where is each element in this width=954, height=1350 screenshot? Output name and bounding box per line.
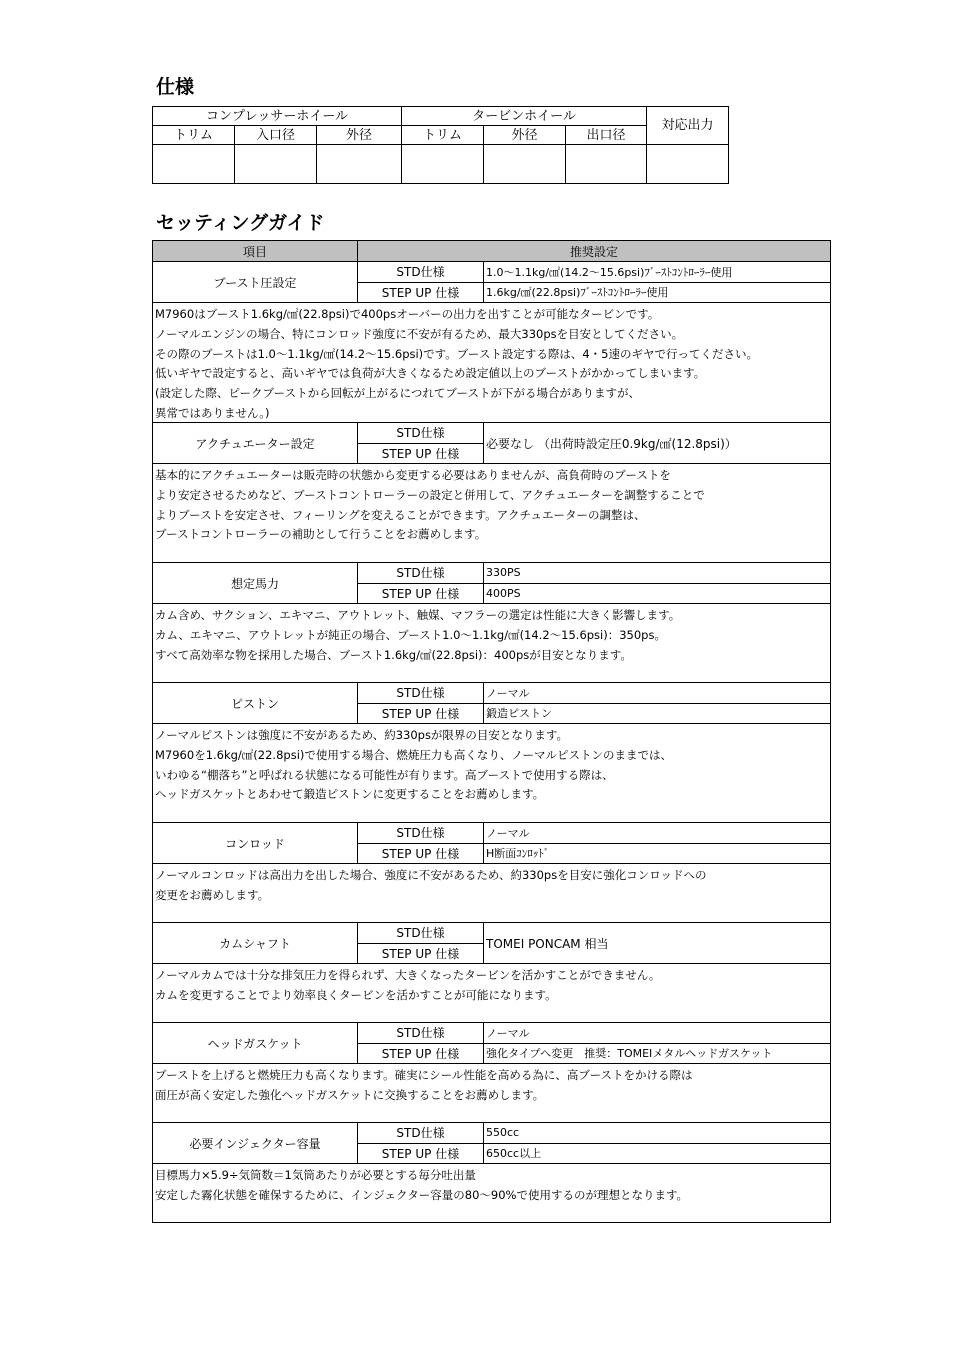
spec-title: 仕様 <box>156 76 195 98</box>
merged-value: TOMEI PONCAM 相当 <box>486 936 609 951</box>
spec-col-header: トリム <box>153 126 235 145</box>
spec-cell <box>647 145 729 184</box>
note-line: ノーマルカムでは十分な排気圧力を得られず、大きくなったタービンを活かすことができません。 <box>155 968 661 982</box>
stepup-label: STEP UP 仕様 <box>381 285 460 300</box>
std-label: STD仕様 <box>358 262 483 283</box>
note-line: その際のブーストは1.0～1.1kg/㎠(14.2～15.6psi)です。ブースト設定する際は、4・5速のギヤで行ってください。 <box>155 346 758 361</box>
section-name: ヘッドガスケット <box>153 1023 358 1063</box>
note-line: 安定した霧化状態を確保するために、インジェクター容量の80～90%で使用するのが理想となります。 <box>155 1187 689 1202</box>
spec-labels <box>358 683 484 723</box>
std-label: STD仕様 <box>358 423 483 444</box>
note-line: より安定させるためなど、ブーストコントローラーの設定と併用して、アクチュエーターを調整することで <box>155 487 705 502</box>
section-head <box>153 262 830 303</box>
stepup-value: 650cc以上 <box>486 1147 542 1161</box>
section-head-gasket <box>153 1023 830 1123</box>
merged-value: 必要なし （出荷時設定圧0.9kg/㎠(12.8psi)） <box>486 436 737 451</box>
stepup-label: STEP UP 仕様 <box>381 946 460 961</box>
stepup-label: STEP UP 仕様 <box>381 706 460 721</box>
note-line: ブーストコントローラーの補助として行うことをお薦めします。 <box>155 527 487 542</box>
stepup-label: STEP UP 仕様 <box>381 586 460 601</box>
section-camshaft <box>153 923 830 1023</box>
std-value: ノーマル <box>484 683 830 704</box>
note-line: 目標馬力×5.9÷気筒数＝1気筒あたりが必要とする毎分吐出量 <box>155 1168 476 1182</box>
spec-col-header: 出口径 <box>566 126 647 145</box>
spec-table <box>152 106 729 184</box>
spec-values <box>484 823 830 863</box>
note-line: カム含め、サクション、エキマニ、アウトレット、触媒、マフラーの選定は性能に大きく影響します。 <box>155 608 681 622</box>
section-head <box>153 923 830 964</box>
note-line: ノーマルエンジンの場合、特にコンロッド強度に不安が有るため、最大330psを目安としてください。 <box>155 326 684 341</box>
note-line: ノーマルコンロッドは高出力を出した場合、強度に不安があるため、約330psを目安に強化コンロッドへの <box>155 868 707 882</box>
spec-labels <box>358 1023 484 1063</box>
spec-cell <box>402 145 484 184</box>
std-value: ノーマル <box>484 823 830 844</box>
spec-col-header: トリム <box>402 126 484 145</box>
std-value: 330PS <box>484 563 830 584</box>
std-value: 550cc <box>484 1123 830 1144</box>
spec-values <box>484 262 830 302</box>
spec-cell <box>566 145 647 184</box>
note-line: M7960はブースト1.6kg/㎠(22.8psi)で400psオーバーの出力を出すことが可能なタービンです。 <box>155 307 660 321</box>
section-head <box>153 1023 830 1064</box>
spec-values <box>484 1023 830 1063</box>
section-name: カムシャフト <box>153 923 358 963</box>
spec-labels <box>358 923 484 963</box>
section-name: 必要インジェクター容量 <box>153 1123 358 1163</box>
section-head <box>153 423 830 464</box>
turbine-wheel-header: タービンホイール <box>402 107 647 126</box>
section-boost <box>153 262 830 423</box>
std-label: STD仕様 <box>358 1123 483 1144</box>
std-label: STD仕様 <box>358 563 483 584</box>
section-note <box>153 724 830 822</box>
section-head <box>153 563 830 604</box>
section-head <box>153 1123 830 1164</box>
note-line: (設定した際、ピークブーストから回転が上がるにつれてブーストが下がる場合がありますが、 <box>155 386 640 401</box>
guide-title: セッティングガイド <box>156 212 325 234</box>
section-actuator <box>153 423 830 563</box>
spec-labels <box>358 823 484 863</box>
section-name: コンロッド <box>153 823 358 863</box>
spec-cell <box>153 145 235 184</box>
section-injector <box>153 1123 830 1223</box>
setting-guide-table <box>152 240 831 1223</box>
spec-values <box>484 563 830 603</box>
section-note <box>153 1164 830 1222</box>
section-name: アクチュエーター設定 <box>153 423 358 463</box>
stepup-label: STEP UP 仕様 <box>381 846 460 861</box>
section-piston <box>153 683 830 823</box>
compressor-wheel-header: コンプレッサーホイール <box>153 107 402 126</box>
std-label: STD仕様 <box>358 923 483 944</box>
section-horsepower <box>153 563 830 683</box>
std-value: ノーマル <box>484 1023 830 1044</box>
stepup-value: H断面ｺﾝﾛｯﾄﾞ <box>486 847 550 861</box>
note-line: いわゆる“棚落ち”と呼ばれる状態になる可能性が有ります。高ブーストで使用する際は、 <box>155 767 614 782</box>
spec-cell <box>484 145 566 184</box>
spec-cell <box>317 145 402 184</box>
spec-values <box>484 923 830 963</box>
spec-labels <box>358 563 484 603</box>
note-line: M7960を1.6kg/㎠(22.8psi)で使用する場合、燃焼圧力も高くなり、ノーマルピストンのままでは、 <box>155 747 673 762</box>
note-line: ブーストを上げると燃焼圧力も高くなります。確実にシール性能を高める為に、高ブーストをかける際は <box>155 1068 693 1082</box>
spec-labels <box>358 1123 484 1163</box>
stepup-value: 1.6kg/㎠(22.8psi)ﾌﾞｰｽﾄｺﾝﾄﾛｰﾗｰ使用 <box>486 286 669 300</box>
note-line: 基本的にアクチュエーターは販売時の状態から変更する必要はありませんが、高負荷時のブーストを <box>155 468 671 482</box>
section-conrod <box>153 823 830 923</box>
output-header: 対応出力 <box>647 107 729 145</box>
stepup-value: 鍛造ピストン <box>486 707 552 721</box>
spec-labels <box>358 262 484 302</box>
header-item: 項目 <box>153 241 358 261</box>
section-head <box>153 823 830 864</box>
spec-col-header: 外径 <box>317 126 402 145</box>
section-name: 想定馬力 <box>153 563 358 603</box>
section-note <box>153 303 830 422</box>
note-line: すべて高効率な物を採用した場合、ブースト1.6kg/㎠(22.8psi)：400psが目安となります。 <box>155 647 632 662</box>
spec-col-header: 入口径 <box>235 126 317 145</box>
std-label: STD仕様 <box>358 1023 483 1044</box>
note-line: よりブーストを安定させ、フィーリングを変えることができます。アクチュエーターの調整は、 <box>155 507 646 522</box>
header-recommended: 推奨設定 <box>569 244 618 259</box>
stepup-label: STEP UP 仕様 <box>381 1146 460 1161</box>
section-name: ブースト圧設定 <box>153 262 358 302</box>
section-note <box>153 604 830 682</box>
note-line: ノーマルピストンは強度に不安があるため、約330psが限界の目安となります。 <box>155 728 569 742</box>
stepup-value: 400PS <box>486 586 521 600</box>
spec-labels <box>358 423 484 463</box>
note-line: カムを変更することでより効率良くタービンを活かすことが可能になります。 <box>155 987 557 1002</box>
stepup-label: STEP UP 仕様 <box>381 1046 460 1061</box>
std-label: STD仕様 <box>358 683 483 704</box>
std-label: STD仕様 <box>358 823 483 844</box>
std-value: 1.0～1.1kg/㎠(14.2～15.6psi)ﾌﾞｰｽﾄｺﾝﾄﾛｰﾗｰ使用 <box>484 262 830 283</box>
note-line: 変更をお薦めします。 <box>155 887 270 902</box>
note-line: 異常ではありません。) <box>155 405 270 420</box>
guide-header-row <box>153 241 830 262</box>
spec-col-header: 外径 <box>484 126 566 145</box>
section-note <box>153 864 830 922</box>
stepup-value: 強化タイプへ変更 推奨：TOMEIメタルヘッドガスケット <box>486 1047 773 1061</box>
spec-cell <box>235 145 317 184</box>
section-note <box>153 964 830 1022</box>
section-name: ピストン <box>153 683 358 723</box>
note-line: ヘッドガスケットとあわせて鍛造ピストンに変更することをお薦めします。 <box>155 787 545 802</box>
note-line: 低いギヤで設定すると、高いギヤでは負荷が大きくなるため設定値以上のブーストがかかってしまいます。 <box>155 366 706 381</box>
stepup-label: STEP UP 仕様 <box>381 446 460 461</box>
spec-values <box>484 683 830 723</box>
section-head <box>153 683 830 724</box>
section-note <box>153 1064 830 1122</box>
note-line: カム、エキマニ、アウトレットが純正の場合、ブースト1.0～1.1kg/㎠(14.2～15.6psi)：350ps。 <box>155 627 666 642</box>
spec-values <box>484 423 830 463</box>
spec-values <box>484 1123 830 1163</box>
section-note <box>153 464 830 562</box>
note-line: 面圧が高く安定した強化ヘッドガスケットに交換することをお薦めします。 <box>155 1087 545 1102</box>
